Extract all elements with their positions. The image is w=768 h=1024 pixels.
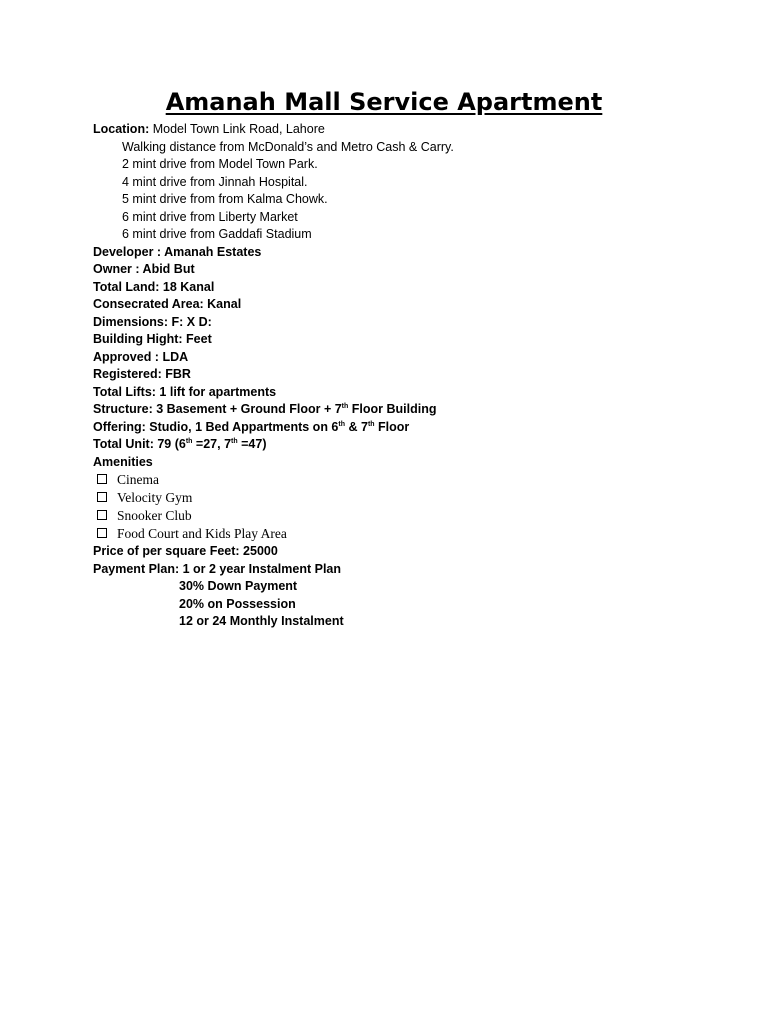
superscript: th <box>341 403 349 410</box>
location-note: Walking distance from McDonald’s and Metro Cash & Carry. <box>122 139 454 154</box>
offering-line <box>93 419 713 437</box>
payment-detail: 20% on Possession <box>179 596 296 611</box>
developer-line: Developer : Amanah Estates <box>93 244 262 259</box>
amenity-item <box>93 525 713 543</box>
offering-text-mid: & 7 <box>345 419 368 434</box>
details-list <box>93 121 713 631</box>
building-height-line: Building Hight: Feet <box>93 332 212 346</box>
location-line <box>93 121 713 139</box>
structure-line <box>93 401 713 419</box>
registered-line: Registered: FBR <box>93 367 191 381</box>
checkbox-icon <box>97 474 107 484</box>
location-note: 2 mint drive from Model Town Park. <box>122 157 318 171</box>
offering-text-end: Floor <box>374 419 410 434</box>
total-unit-line <box>93 436 713 454</box>
consecrated-area-line: Consecrated Area: Kanal <box>93 297 242 311</box>
offering-text: Offering: Studio, 1 Bed Appartments on 6 <box>93 419 339 434</box>
payment-plan-label: Payment Plan: <box>93 561 180 576</box>
total-unit-text: Total Unit: 79 (6 <box>93 437 186 451</box>
total-unit-text-end: =47) <box>237 437 267 451</box>
payment-detail: 12 or 24 Monthly Instalment <box>179 614 344 628</box>
checkbox-icon <box>97 528 107 538</box>
checkbox-icon <box>97 510 107 520</box>
amenities-heading: Amenities <box>93 454 153 469</box>
owner-line: Owner : Abid But <box>93 262 195 276</box>
location-note: 6 mint drive from Gaddafi Stadium <box>122 227 312 241</box>
approved-line: Approved : LDA <box>93 349 189 364</box>
checkbox-icon <box>97 492 107 502</box>
price-line: Price of per square Feet: 25000 <box>93 544 278 558</box>
amenity-item <box>93 471 713 489</box>
location-note: 6 mint drive from Liberty Market <box>122 209 298 224</box>
location-label: Location: <box>93 122 150 136</box>
amenity-item <box>93 489 713 507</box>
amenity-label: Velocity Gym <box>117 490 193 505</box>
total-land-line: Total Land: 18 Kanal <box>93 279 215 294</box>
location-note: 5 mint drive from from Kalma Chowk. <box>122 192 328 206</box>
amenity-label: Food Court and Kids Play Area <box>117 526 287 541</box>
superscript: th <box>338 420 345 428</box>
amenity-label: Snooker Club <box>117 508 192 523</box>
location-note: 4 mint drive from Jinnah Hospital. <box>122 174 308 189</box>
superscript: th <box>231 438 238 445</box>
payment-detail: 30% Down Payment <box>179 579 298 593</box>
amenity-label: Cinema <box>117 472 159 487</box>
dimensions-line: Dimensions: F: X D: <box>93 314 212 329</box>
amenity-item <box>93 507 713 525</box>
payment-plan-value: 1 or 2 year Instalment Plan <box>179 561 342 576</box>
total-unit-text-mid: =27, 7 <box>192 437 232 451</box>
total-lifts-line: Total Lifts: 1 lift for apartments <box>93 384 277 399</box>
superscript: th <box>367 420 375 428</box>
structure-text-end: Floor Building <box>348 402 437 416</box>
page-title: Amanah Mall Service Apartment <box>165 88 603 116</box>
payment-plan-line <box>93 561 713 579</box>
superscript: th <box>185 438 193 445</box>
structure-text: Structure: 3 Basement + Ground Floor + 7 <box>93 402 342 416</box>
location-value: Model Town Link Road, Lahore <box>149 122 325 136</box>
